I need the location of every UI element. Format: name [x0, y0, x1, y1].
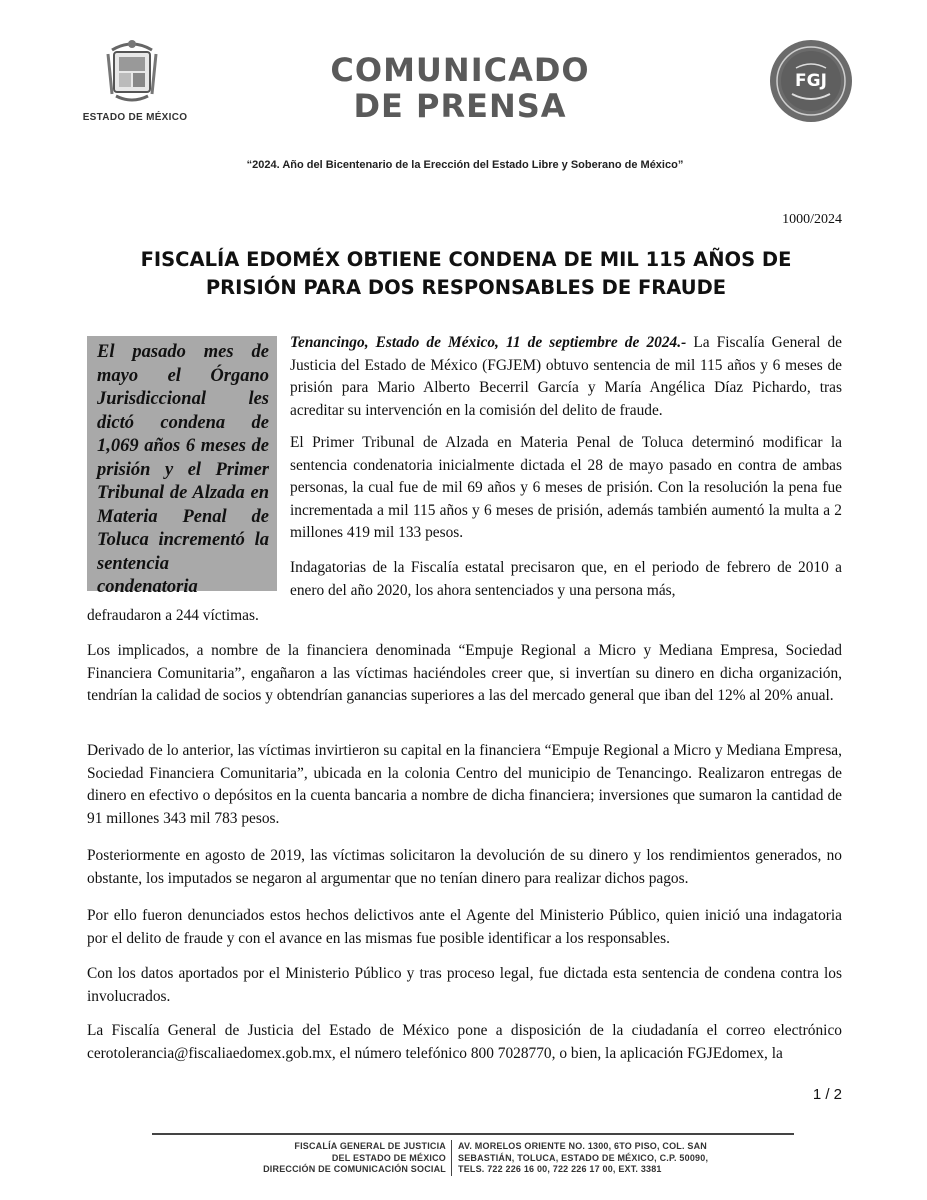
headline-line-1: FISCALÍA EDOMÉX OBTIENE CONDENA DE MIL 115 AÑOS DE: [140, 248, 792, 271]
document-number: 1000/2024: [782, 212, 842, 227]
footer-left-line-1: FISCALÍA GENERAL DE JUSTICIA: [294, 1141, 446, 1151]
bicentenario-motto: “2024. Año del Bicentenario de la Erección del Estado Libre y Soberano de México”: [246, 159, 684, 171]
title-line-2: DE PRENSA: [353, 87, 567, 125]
paragraph-6: Posteriormente en agosto de 2019, las víctimas solicitaron la devolución de su dinero y los rendimientos generados, no obstante, los imputados se negaron al argumentar que no tenían dinero para realizar dichos pagos.: [87, 847, 842, 887]
paragraph-5: Derivado de lo anterior, las víctimas invirtieron su capital en la financiera “Empuje Regional a Micro y Mediana Empresa, Sociedad Financiera Comunitaria”, ubicada en la colonia Centro del municipio de Tenancingo. Realizaron entregas de dinero en efectivo o depósitos en la cuenta bancaria a nombre de dicha financiera; inversiones que sumaron la cantidad de 91 millones 343 mil 783 pesos.: [87, 742, 842, 827]
callout-box: El pasado mes de mayo el Órgano Jurisdiccional les dictó condena de 1,069 años 6 meses de prisión y el Primer Tribunal de Alzada en Materia Penal de Toluca incrementó la sentencia condenatoria: [87, 336, 277, 591]
footer-institution: [210, 1141, 446, 1176]
paragraph-4: Los implicados, a nombre de la financiera denominada “Empuje Regional a Micro y Mediana Empresa, Sociedad Financiera Comunitaria”, engañaron a las víctimas haciéndoles creer que, si invertían su dinero en dicha organización, tendrían la calidad de socios y obtendrían ganancias superiores a las del mercado general que iban del 12% al 20% anual.: [87, 642, 842, 704]
paragraph-3: Indagatorias de la Fiscalía estatal precisaron que, en el periodo de febrero de 2010 a enero del año 2020, los ahora sentenciados y una persona más,: [290, 559, 842, 599]
footer-left-line-3: DIRECCIÓN DE COMUNICACIÓN SOCIAL: [263, 1164, 446, 1174]
paragraph-7: Por ello fueron denunciados estos hechos delictivos ante el Agente del Ministerio Público, quien inició una indagatoria por el delito de fraude y con el avance en las mismas fue posible identificar a los responsables.: [87, 907, 842, 947]
footer-right-line-1: AV. MORELOS ORIENTE NO. 1300, 6TO PISO, COL. SAN: [458, 1141, 707, 1151]
footer-right-line-2: SEBASTIÁN, TOLUCA, ESTADO DE MÉXICO, C.P. 50090,: [458, 1152, 709, 1163]
footer-separator: [451, 1140, 452, 1176]
paragraph-8: Con los datos aportados por el Ministerio Público y tras proceso legal, fue dictada esta sentencia de condena contra los involucrados.: [87, 965, 842, 1005]
paragraph-9: La Fiscalía General de Justicia del Estado de México pone a disposición de la ciudadanía el correo electrónico cerotolerancia@fiscaliaedomex.gob.mx, el número telefónico 800 7028770, o bien, la aplicación FGJEdomex, la: [87, 1022, 842, 1062]
paragraph-1-body: La Fiscalía General de Justicia del Estado de México (FGJEM) obtuvo sentencia de mil 115 años y 6 meses de prisión para Mario Alberto Becerril García y María Angélica Díaz Pichardo, tras acreditar su intervención en la comisión del delito de fraude.: [290, 334, 842, 419]
title-line-1: COMUNICADO: [330, 51, 590, 89]
fgj-logo-text: FGJ: [795, 71, 827, 91]
headline-line-2: PRISIÓN PARA DOS RESPONSABLES DE FRAUDE: [205, 276, 727, 299]
estado-de-mexico-coat-of-arms-logo: [100, 36, 164, 106]
estado-de-mexico-label: ESTADO DE MÉXICO: [82, 112, 188, 123]
footer-divider: [152, 1133, 794, 1135]
page-number: 1 / 2: [812, 1086, 842, 1103]
paragraph-3-end: defraudaron a 244 víctimas.: [87, 607, 259, 624]
comunicado-title: [300, 52, 620, 124]
footer-right-line-3: TELS. 722 226 16 00, 722 226 17 00, EXT. 3381: [458, 1164, 662, 1174]
headline: [90, 246, 842, 302]
fgj-seal-logo: [768, 38, 854, 124]
paragraph-1: [290, 332, 842, 422]
footer-left-line-2: DEL ESTADO DE MÉXICO: [331, 1152, 446, 1163]
footer-address: [458, 1141, 738, 1176]
dateline: Tenancingo, Estado de México, 11 de septiembre de 2024.-: [290, 334, 687, 351]
paragraph-2: El Primer Tribunal de Alzada en Materia Penal de Toluca determinó modificar la sentencia condenatoria inicialmente dictada el 28 de mayo pasado en contra de ambas personas, la cual fue de mil 69 años y 6 meses de prisión. Con la resolución la pena fue incrementada a mil 115 años y 6 meses de prisión, además también aumentó la multa a 2 millones 419 mil 133 pesos.: [290, 434, 842, 541]
